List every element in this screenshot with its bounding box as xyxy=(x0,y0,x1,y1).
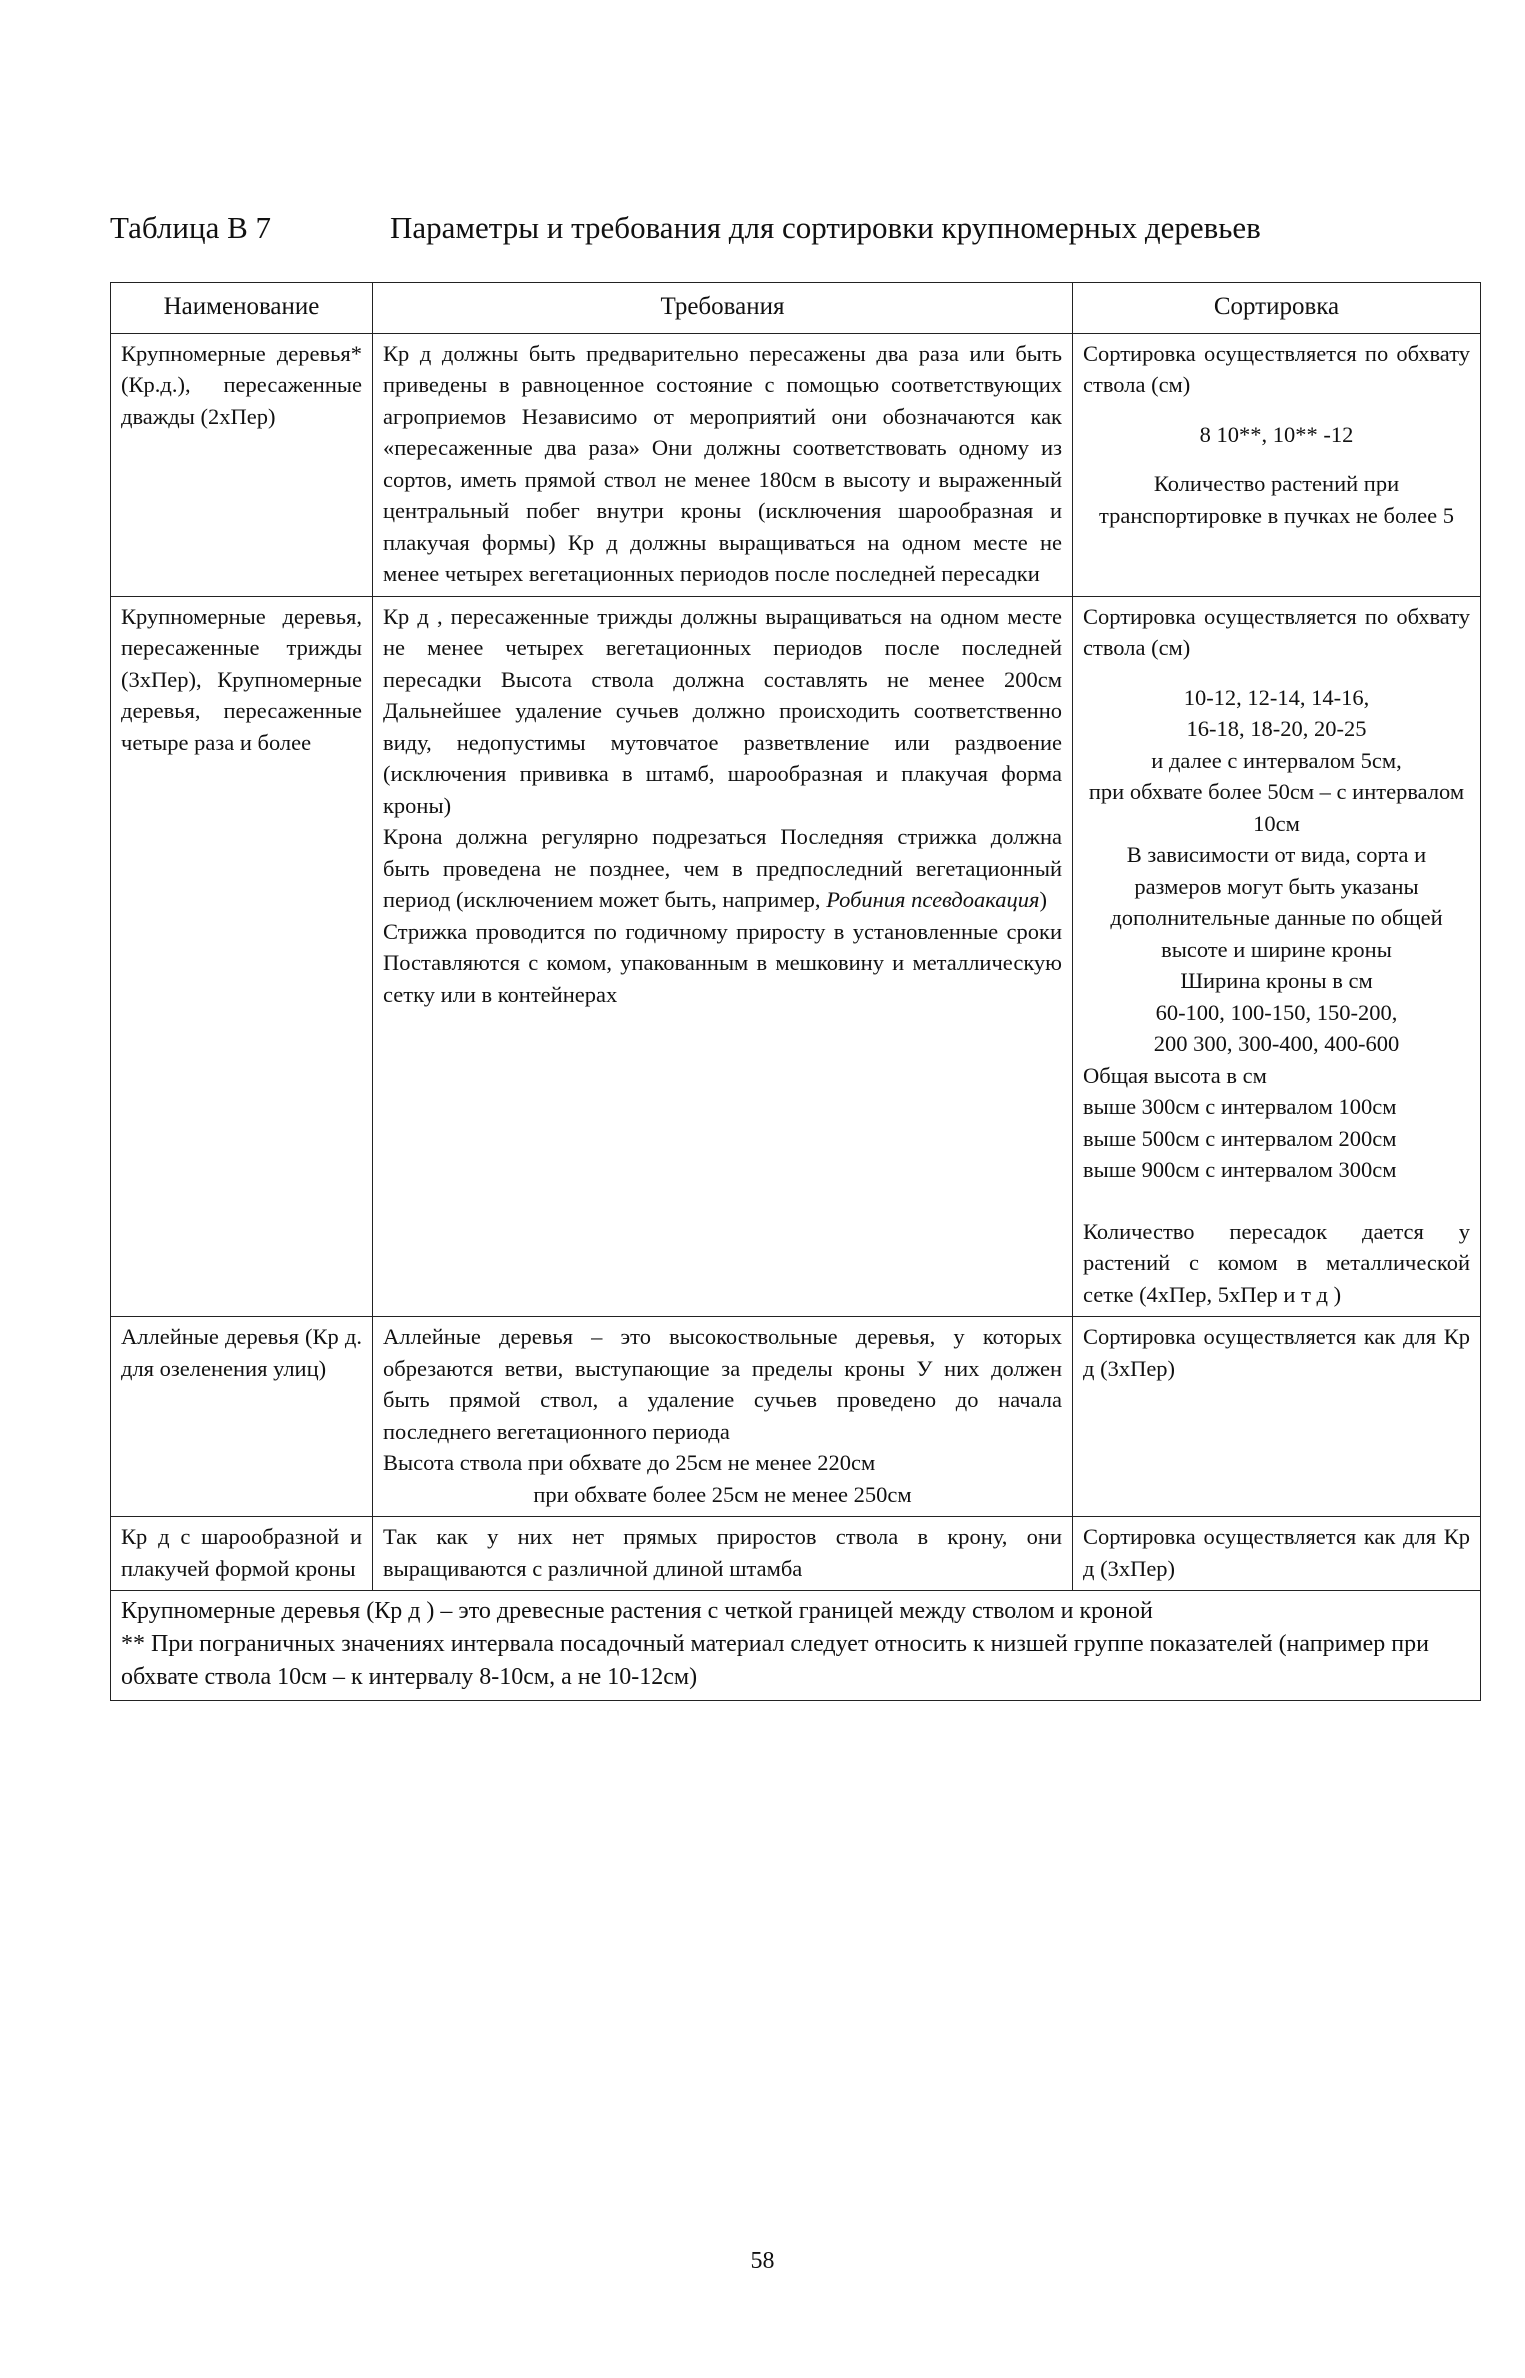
header-sorting: Сортировка xyxy=(1073,283,1481,334)
sorting-text: Сортировка осуществляется по обхвату ствола (см) xyxy=(1083,340,1470,397)
requirements-text: Крона должна регулярно подрезаться Последняя стрижка должна быть проведена не позднее, чем в предпоследний вегетационный период (исключением может быть, например, Робиния псевдоакация) xyxy=(383,824,1062,912)
table-row xyxy=(111,1317,1481,1517)
table-title: Параметры и требования для сортировки крупномерных деревьев xyxy=(390,210,1261,245)
sorting-text: и далее с интервалом 5см, xyxy=(1151,747,1402,773)
sorting-text: выше 900см с интервалом 300см xyxy=(1083,1157,1397,1182)
row-requirements xyxy=(373,1317,1073,1517)
row-sorting: Сортировка осуществляется как для Кр д (3хПер) xyxy=(1073,1317,1481,1517)
header-row xyxy=(111,283,1481,334)
requirements-text: Аллейные деревья – это высокоствольные деревья, у которых обрезаются ветви, выступающие за пределы кроны У них должен быть прямой ствол, а удаление сучьев проведено до начала последнего вегетационного периода xyxy=(383,1324,1062,1444)
requirements-text: при обхвате более 25см не менее 250см xyxy=(533,1481,912,1507)
notes-row xyxy=(111,1591,1481,1701)
sorting-text: Общая высота в см xyxy=(1083,1062,1267,1088)
sorting-text: Ширина кроны в см xyxy=(1180,968,1373,993)
sorting-table xyxy=(110,282,1481,1701)
sorting-text: 8 10**, 10** -12 xyxy=(1199,421,1354,447)
sorting-text: В зависимости от вида, сорта и размеров могут быть указаны дополнительные данные по общей высоте и ширине кроны xyxy=(1110,842,1443,962)
row-name: Крупномерные деревья* (Кр.д.), пересаженные дважды (2хПер) xyxy=(111,333,373,596)
row-name: Аллейные деревья (Кр д. для озеленения улиц) xyxy=(111,1317,373,1517)
requirements-text: Высота ствола при обхвате до 25см не менее 220см xyxy=(383,1450,876,1475)
row-requirements: Так как у них нет прямых приростов ствола в крону, они выращиваются с различной длиной штамба xyxy=(373,1517,1073,1591)
row-sorting xyxy=(1073,596,1481,1317)
row-name: Кр д с шарообразной и плакучей формой кроны xyxy=(111,1517,373,1591)
table-notes xyxy=(111,1591,1481,1701)
sorting-text: 16-18, 18-20, 20-25 xyxy=(1186,716,1367,741)
table-row xyxy=(111,1517,1481,1591)
requirements-text: Стрижка проводится по годичному приросту в установленные сроки Поставляются с комом, упакованным в мешковину и металлическую сетку или в контейнерах xyxy=(383,918,1062,1007)
header-requirements: Требования xyxy=(373,283,1073,334)
row-requirements: Кр д должны быть предварительно пересажены два раза или быть приведены в равноценное состояние с помощью соответствующих агроприемов Независимо от мероприятий они обозначаются как «пересаженные два раза» Они должны соответствовать одному из сортов, иметь прямой ствол не менее 180см в высоту и выраженный центральный побег внутри кроны (исключения шарообразная и плакучая формы) Кр д должны выращиваться на одном месте не менее четырех вегетационных периодов после последней пересадки xyxy=(373,333,1073,596)
note-definition: Крупномерные деревья (Кр д ) – это древесные растения с четкой границей между стволом и кроной xyxy=(121,1598,1153,1624)
row-name: Крупномерные деревья, пересаженные трижды (3хПер), Крупномерные деревья, пересаженные четыре раза и более xyxy=(111,596,373,1317)
sorting-text: Сортировка осуществляется по обхвату ствола (см) xyxy=(1083,603,1470,660)
sorting-text: Количество растений при транспортировке в пучках не более 5 xyxy=(1098,471,1455,528)
table-row xyxy=(111,333,1481,596)
note-boundary: ** При пограничных значениях интервала посадочный материал следует относить к низшей группе показателей (например при обхвате ствола 10см – к интервалу 8-10см, а не 10-12см) xyxy=(121,1631,1429,1690)
requirements-text: Кр д , пересаженные трижды должны выращиваться на одном месте не менее четырех вегетационных периодов после последней пересадки Высота ствола должна составлять не менее 200см Дальнейшее удаление сучьев должно происходить соответственно виду, недопустимы мутовчатое разветвление или раздвоение (исключения прививка в штамб, шарообразная и плакучая форма кроны) xyxy=(383,603,1062,818)
sorting-text: выше 300см с интервалом 100см xyxy=(1083,1094,1397,1119)
table-row xyxy=(111,596,1481,1317)
page-number: 58 xyxy=(750,2248,775,2274)
sorting-text: при обхвате более 50см – с интервалом 10см xyxy=(1088,779,1465,836)
sorting-text: 60-100, 100-150, 150-200, xyxy=(1155,999,1398,1025)
table-label: Таблица В 7 xyxy=(110,210,272,245)
sorting-text: Количество пересадок дается у растений с комом в металлической сетке (4хПер, 5хПер и т д ) xyxy=(1083,1218,1470,1307)
sorting-text: 10-12, 12-14, 14-16, xyxy=(1183,684,1370,710)
header-name: Наименование xyxy=(111,283,373,334)
sorting-text: 200 300, 300-400, 400-600 xyxy=(1153,1031,1400,1056)
row-requirements xyxy=(373,596,1073,1317)
row-sorting: Сортировка осуществляется как для Кр д (3хПер) xyxy=(1073,1517,1481,1591)
sorting-text: выше 500см с интервалом 200см xyxy=(1083,1125,1397,1151)
row-sorting xyxy=(1073,333,1481,596)
